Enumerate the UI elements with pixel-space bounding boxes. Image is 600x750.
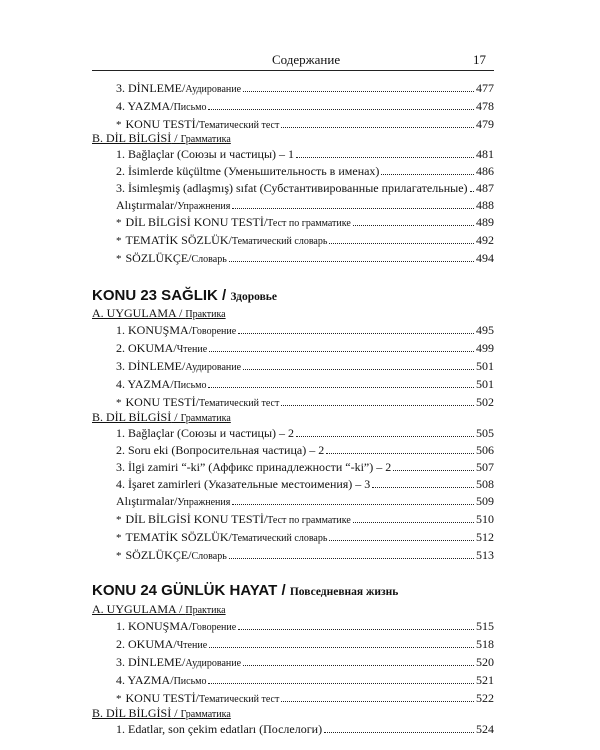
toc-entry-page: 518 <box>476 637 494 651</box>
toc-entry-ru: Аудирование <box>185 658 242 669</box>
leader-dots <box>281 127 474 128</box>
toc-entry-page: 506 <box>476 443 494 457</box>
toc-entry-title: 2. Soru eki (Вопросительная частица) – 2 <box>116 443 325 457</box>
leader-dots <box>229 261 474 262</box>
bullet-star: * <box>116 532 122 544</box>
toc-entry-ru: Упражнения <box>177 201 231 212</box>
toc-entry[interactable] <box>116 425 494 441</box>
toc-entry[interactable]: * TEMATİK SÖZLÜK / Тематический словарь 492 <box>116 232 494 248</box>
leader-dots <box>296 157 474 158</box>
toc-entry-title: 4. YAZMA <box>116 99 171 113</box>
toc-entry-page: 495 <box>476 323 494 337</box>
toc-entry-title: SÖZLÜKÇE <box>125 251 189 265</box>
running-head <box>92 52 494 71</box>
toc-entry-title: 4. YAZMA <box>116 673 171 687</box>
toc-entry-ru: Аудирование <box>185 362 242 373</box>
toc-entry-page: 489 <box>476 215 494 229</box>
page-number: 17 <box>473 52 486 67</box>
toc-entry-page: 520 <box>476 655 494 669</box>
part-heading-ru: Грамматика <box>180 134 231 145</box>
toc-entry-page: 501 <box>476 377 494 391</box>
leader-dots <box>329 243 474 244</box>
toc-entry-ru: Тест по грамматике <box>267 218 351 229</box>
toc-entry-title: KONU TESTİ <box>125 691 196 705</box>
toc-entry-ru: Письмо <box>173 380 207 391</box>
toc-entry-title: Alıştırmalar <box>116 494 174 508</box>
part-heading[interactable]: B. DİL BİLGİSİ / Грамматика <box>92 131 231 145</box>
toc-entry-ru: Говорение <box>192 622 237 633</box>
toc-entry[interactable]: * KONU TESTİ / Тематический тест 522 <box>116 690 494 706</box>
toc-entry-title: Alıştırmalar <box>116 198 174 212</box>
bullet-star: * <box>116 693 122 705</box>
toc-entry-title: DİL BİLGİSİ KONU TESTİ <box>125 215 264 229</box>
leader-dots <box>353 522 474 523</box>
toc-entry-ru: Чтение <box>176 640 208 651</box>
chapter-title-ru: Повседневная жизнь <box>289 586 399 598</box>
toc-entry-page: 494 <box>476 251 494 265</box>
part-heading-title: A. UYGULAMA <box>92 602 176 616</box>
leader-dots <box>281 701 474 702</box>
part-heading-ru: Грамматика <box>180 709 231 720</box>
leader-dots <box>238 629 474 630</box>
bullet-star: * <box>116 217 122 229</box>
toc-entry-page: 502 <box>476 395 494 409</box>
toc-entry[interactable]: Alıştırmalar / Упражнения 488 <box>116 197 494 213</box>
toc-entry[interactable]: * SÖZLÜKÇE / Словарь 494 <box>116 250 494 266</box>
toc-entry[interactable]: * TEMATİK SÖZLÜK / Тематический словарь 512 <box>116 529 494 545</box>
toc-entry-title: 3. İsimleşmiş (adlaşmış) sıfat (Субстантивированные прилагательные) <box>116 181 468 195</box>
toc-entry-ru: Говорение <box>192 326 237 337</box>
toc-entry-ru: Тематический словарь <box>231 236 328 247</box>
chapter-title: KONU 24 GÜNLÜK HAYAT <box>92 582 278 599</box>
toc-entry[interactable]: * KONU TESTİ / Тематический тест 479 <box>116 116 494 132</box>
part-heading-title: B. DİL BİLGİSİ <box>92 131 172 145</box>
toc-entry-ru: Тематический тест <box>198 398 280 409</box>
leader-dots <box>209 647 474 648</box>
toc-entry[interactable]: Alıştırmalar / Упражнения 509 <box>116 493 494 509</box>
leader-dots <box>208 683 474 684</box>
toc-entry-page: 488 <box>476 198 494 212</box>
running-title: Содержание <box>272 52 341 67</box>
toc-entry-title: 2. OKUMA <box>116 637 174 651</box>
toc-entry-page: 479 <box>476 117 494 131</box>
toc-entry-page: 524 <box>476 722 494 736</box>
toc-entry[interactable]: 3. DİNLEME / Аудирование 501 <box>116 358 494 374</box>
toc-entry-title: 3. DİNLEME <box>116 359 182 373</box>
toc-entry[interactable] <box>116 476 494 492</box>
leader-dots <box>208 387 474 388</box>
toc-entry[interactable]: 4. YAZMA / Письмо 501 <box>116 376 494 392</box>
toc-entry-title: 4. İşaret zamirleri (Указательные местоимения) – 3 <box>116 477 371 491</box>
toc-entry[interactable]: 4. YAZMA / Письмо 521 <box>116 672 494 688</box>
toc-entry-title: 1. Bağlaçlar (Союзы и частицы) – 2 <box>116 426 294 440</box>
toc-entry-title: 4. YAZMA <box>116 377 171 391</box>
leader-dots <box>296 436 474 437</box>
bullet-star: * <box>116 119 122 131</box>
toc-entry[interactable]: 2. OKUMA / Чтение 499 <box>116 340 494 356</box>
toc-entry[interactable]: 3. DİNLEME / Аудирование 477 <box>116 80 494 96</box>
bullet-star: * <box>116 514 122 526</box>
part-heading-title: B. DİL BİLGİSİ <box>92 410 172 424</box>
toc-entry-page: 509 <box>476 494 494 508</box>
leader-dots <box>243 665 474 666</box>
toc-entry-page: 508 <box>476 477 494 491</box>
leader-dots <box>281 405 474 406</box>
toc-entry-title: 3. DİNLEME <box>116 655 182 669</box>
toc-entry-title: DİL BİLGİSİ KONU TESTİ <box>125 512 264 526</box>
toc-entry[interactable] <box>116 721 494 737</box>
leader-dots <box>229 558 474 559</box>
toc-entry[interactable]: 3. DİNLEME / Аудирование 520 <box>116 654 494 670</box>
toc-entry-title: 2. İsimlerde küçültme (Уменьшительность в именах) <box>116 164 380 178</box>
leader-dots <box>238 333 474 334</box>
leader-dots <box>372 487 474 488</box>
toc-entry-ru: Тест по грамматике <box>267 515 351 526</box>
toc-entry[interactable] <box>116 459 494 475</box>
leader-dots <box>393 470 474 471</box>
toc-entry-title: 2. OKUMA <box>116 341 174 355</box>
bullet-star: * <box>116 235 122 247</box>
toc-entry-title: 3. DİNLEME <box>116 81 182 95</box>
leader-dots <box>232 208 474 209</box>
toc-entry-title: TEMATİK SÖZLÜK <box>125 530 229 544</box>
toc-entry-page: 501 <box>476 359 494 373</box>
leader-dots <box>324 732 474 733</box>
toc-entry-ru: Упражнения <box>177 497 231 508</box>
leader-dots <box>470 191 474 192</box>
toc-entry-page: 521 <box>476 673 494 687</box>
chapter-heading[interactable]: KONU 23 SAĞLIK / Здоровье <box>92 287 277 304</box>
toc-entry-title: KONU TESTİ <box>125 117 196 131</box>
toc-entry[interactable] <box>116 180 494 196</box>
toc-entry-ru: Словарь <box>191 254 227 265</box>
toc-entry-title: SÖZLÜKÇE <box>125 548 189 562</box>
toc-entry-title: 1. KONUŞMA <box>116 323 189 337</box>
toc-entry-title: 1. Bağlaçlar (Союзы и частицы) – 1 <box>116 147 294 161</box>
part-heading-ru: Практика <box>185 605 226 616</box>
toc-entry[interactable] <box>116 163 494 179</box>
toc-entry-page: 478 <box>476 99 494 113</box>
toc-entry[interactable] <box>116 146 494 162</box>
toc-entry[interactable]: * SÖZLÜKÇE / Словарь 513 <box>116 547 494 563</box>
part-heading[interactable]: A. UYGULAMA / Практика <box>92 602 226 616</box>
toc-entry-page: 507 <box>476 460 494 474</box>
part-heading[interactable]: B. DİL BİLGİSİ / Грамматика <box>92 410 231 424</box>
toc-entry[interactable]: 1. KONUŞMA / Говорение 515 <box>116 618 494 634</box>
toc-entry-page: 499 <box>476 341 494 355</box>
part-heading-ru: Практика <box>185 309 226 320</box>
leader-dots <box>353 225 474 226</box>
toc-entry-page: 492 <box>476 233 494 247</box>
toc-entry-page: 522 <box>476 691 494 705</box>
toc-entry-ru: Письмо <box>173 102 207 113</box>
chapter-heading[interactable]: KONU 24 GÜNLÜK HAYAT / Повседневная жизнь <box>92 582 399 599</box>
toc-entry-ru: Аудирование <box>185 84 242 95</box>
leader-dots <box>326 453 474 454</box>
leader-dots <box>381 174 474 175</box>
toc-entry-title: 3. İlgi zamiri “-ki” (Аффикс принадлежности “-ki”) – 2 <box>116 460 392 474</box>
leader-dots <box>329 540 474 541</box>
toc-entry-page: 510 <box>476 512 494 526</box>
leader-dots <box>208 109 474 110</box>
part-heading-title: B. DİL BİLGİSİ <box>92 706 172 720</box>
part-heading-ru: Грамматика <box>180 413 231 424</box>
toc-entry[interactable]: 4. YAZMA / Письмо 478 <box>116 98 494 114</box>
toc-entry-title: 1. Edatlar, son çekim edatları (Послелоги) <box>116 722 323 736</box>
toc-entry[interactable]: * DİL BİLGİSİ KONU TESTİ / Тест по грамматике 510 <box>116 511 494 527</box>
leader-dots <box>243 369 474 370</box>
toc-entry-page: 513 <box>476 548 494 562</box>
part-heading-title: A. UYGULAMA <box>92 306 176 320</box>
toc-entry-ru: Словарь <box>191 551 227 562</box>
toc-entry-page: 512 <box>476 530 494 544</box>
toc-entry-page: 481 <box>476 147 494 161</box>
toc-entry-page: 487 <box>476 181 494 195</box>
leader-dots <box>209 351 474 352</box>
toc-entry-title: TEMATİK SÖZLÜK <box>125 233 229 247</box>
toc-entry-page: 477 <box>476 81 494 95</box>
chapter-title: KONU 23 SAĞLIK <box>92 287 218 304</box>
toc-entry-ru: Тематический тест <box>198 694 280 705</box>
toc-entry[interactable] <box>116 442 494 458</box>
toc-entry-page: 515 <box>476 619 494 633</box>
toc-entry-ru: Тематический словарь <box>231 533 328 544</box>
toc-entry[interactable]: * DİL BİLGİSİ KONU TESTİ / Тест по грамматике 489 <box>116 214 494 230</box>
toc-entry-title: 1. KONUŞMA <box>116 619 189 633</box>
toc-entry-title: KONU TESTİ <box>125 395 196 409</box>
bullet-star: * <box>116 397 122 409</box>
leader-dots <box>232 504 474 505</box>
leader-dots <box>243 91 474 92</box>
bullet-star: * <box>116 253 122 265</box>
part-heading[interactable]: B. DİL BİLGİSİ / Грамматика <box>92 706 231 720</box>
toc-entry[interactable]: 2. OKUMA / Чтение 518 <box>116 636 494 652</box>
part-heading[interactable]: A. UYGULAMA / Практика <box>92 306 226 320</box>
toc-entry-page: 505 <box>476 426 494 440</box>
toc-entry-ru: Письмо <box>173 676 207 687</box>
toc-entry-ru: Тематический тест <box>198 120 280 131</box>
bullet-star: * <box>116 550 122 562</box>
toc-entry-page: 486 <box>476 164 494 178</box>
chapter-title-ru: Здоровье <box>230 291 277 303</box>
toc-entry[interactable]: * KONU TESTİ / Тематический тест 502 <box>116 394 494 410</box>
toc-entry-ru: Чтение <box>176 344 208 355</box>
toc-entry[interactable]: 1. KONUŞMA / Говорение 495 <box>116 322 494 338</box>
